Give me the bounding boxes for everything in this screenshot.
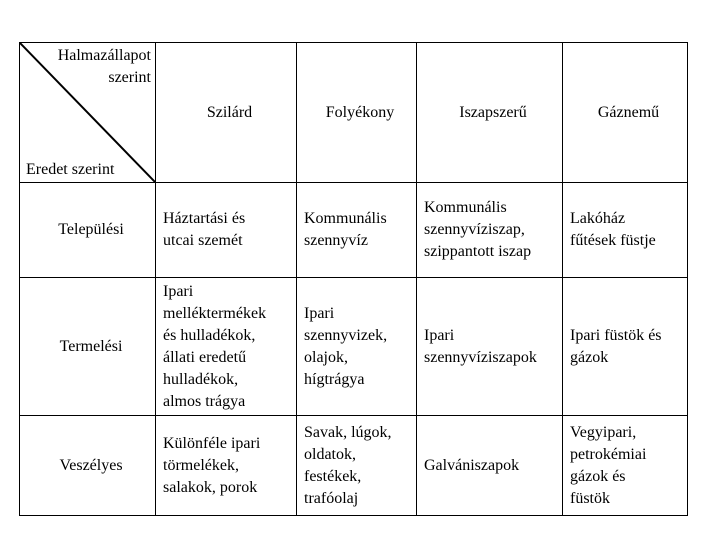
column-header-gaseous: Gáznemű bbox=[563, 43, 688, 183]
table-cell: Kommunális szennyvíz bbox=[297, 183, 417, 278]
origin-label: Eredet szerint bbox=[26, 161, 115, 178]
table-row-municipal bbox=[20, 183, 688, 278]
table-cell: Ipari füstök és gázok bbox=[563, 278, 688, 416]
row-header-municipal: Települési bbox=[20, 183, 156, 278]
table-cell: Vegyipari, petrokémiai gázok és füstök bbox=[563, 416, 688, 516]
table-row-production bbox=[20, 278, 688, 416]
table-cell: Savak, lúgok, oldatok, festékek, trafóolaj bbox=[297, 416, 417, 516]
table-row-hazardous bbox=[20, 416, 688, 516]
table-cell: Lakóház fűtések füstje bbox=[563, 183, 688, 278]
column-header-sludge: Iszapszerű bbox=[417, 43, 563, 183]
table-cell: Ipari szennyvizek, olajok, hígtrágya bbox=[297, 278, 417, 416]
header-row bbox=[20, 43, 688, 183]
corner-cell bbox=[20, 43, 156, 183]
table-cell: Különféle ipari törmelékek, salakok, porok bbox=[156, 416, 297, 516]
row-header-production: Termelési bbox=[20, 278, 156, 416]
table-cell: Kommunális szennyvíziszap, szippantott iszap bbox=[417, 183, 563, 278]
row-header-hazardous: Veszélyes bbox=[20, 416, 156, 516]
column-header-liquid: Folyékony bbox=[297, 43, 417, 183]
table-cell: Galvániszapok bbox=[417, 416, 563, 516]
table-cell: Háztartási és utcai szemét bbox=[156, 183, 297, 278]
column-header-solid: Szilárd bbox=[156, 43, 297, 183]
table-cell: Ipari szennyvíziszapok bbox=[417, 278, 563, 416]
table-cell: Ipari melléktermékek és hulladékok, állati eredetű hulladékok, almos trágya bbox=[156, 278, 297, 416]
state-of-matter-label: Halmazállapot szerint bbox=[57, 47, 151, 86]
waste-classification-table bbox=[19, 42, 688, 516]
